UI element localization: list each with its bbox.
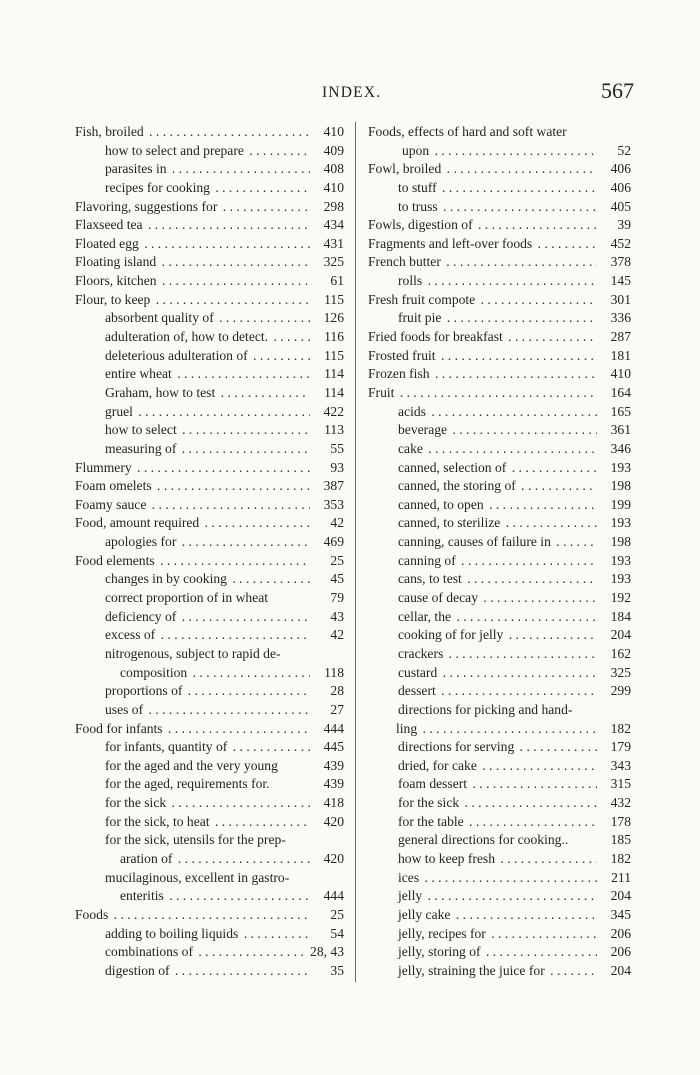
entry-text: changes in by cooking — [105, 571, 227, 587]
entry-page-ref: 445 — [321, 738, 344, 757]
entry-text: deficiency of — [105, 608, 177, 624]
entry-page-ref: 193 — [608, 514, 631, 533]
index-column-left — [75, 123, 344, 980]
entry-page-ref: 27 — [327, 701, 344, 720]
index-entry — [75, 496, 344, 515]
index-subentry — [75, 813, 344, 832]
index-subentry — [368, 943, 631, 962]
index-subentry — [368, 459, 631, 478]
entry-page-ref: 301 — [608, 291, 631, 310]
entry-page-ref: 325 — [608, 664, 631, 683]
index-subentry — [368, 198, 631, 217]
entry-text: digestion of — [105, 962, 170, 978]
index-subentry — [368, 514, 631, 533]
entry-text: Fragments and left-over foods — [368, 235, 533, 251]
entry-page-ref: 444 — [321, 720, 344, 739]
index-entry — [368, 235, 631, 254]
index-subentry — [75, 142, 344, 161]
entry-text: proportions of — [105, 683, 183, 699]
entry-text: how to select and prepare — [105, 142, 244, 158]
entry-text: jelly — [398, 888, 423, 904]
entry-text: Food, amount required — [75, 515, 200, 531]
index-subentry — [75, 682, 344, 701]
index-subentry — [368, 272, 631, 291]
entry-text: for the sick — [398, 795, 460, 811]
entry-text: apologies for — [105, 534, 177, 550]
entry-page-ref: 408 — [321, 160, 344, 179]
entry-page-ref: 432 — [608, 794, 631, 813]
index-subentry — [75, 384, 344, 403]
index-entry — [75, 253, 344, 272]
index-subentry — [75, 403, 344, 422]
entry-page-ref: 410 — [321, 123, 344, 142]
entry-page-ref: 206 — [608, 925, 631, 944]
entry-text: Flavoring, suggestions for — [75, 198, 218, 214]
index-subentry — [368, 775, 631, 794]
index-subentry — [75, 365, 344, 384]
index-subentry — [368, 142, 631, 161]
index-subentry — [75, 440, 344, 459]
entry-text: for the aged and the very young — [105, 757, 278, 773]
entry-text: canned, selection of — [398, 459, 507, 475]
entry-page-ref: 469 — [321, 533, 344, 552]
entry-page-ref: 325 — [321, 253, 344, 272]
index-subentry — [75, 701, 344, 720]
entry-text: canned, the storing of — [398, 478, 516, 494]
entry-page-ref: 378 — [608, 253, 631, 272]
entry-page-ref: 61 — [327, 272, 344, 291]
entry-page-ref: 179 — [608, 738, 631, 757]
entry-page-ref: 405 — [608, 198, 631, 217]
entry-text: Fish, broiled — [75, 124, 144, 139]
index-subentry — [75, 589, 344, 608]
entry-page-ref: 28, 43 — [307, 943, 344, 962]
index-entry — [75, 198, 344, 217]
entry-text: entire wheat — [105, 366, 172, 382]
entry-text: general directions for cooking.. — [398, 832, 569, 848]
entry-page-ref: 204 — [608, 887, 631, 906]
entry-page-ref: 410 — [608, 365, 631, 384]
index-entry — [75, 720, 344, 739]
entry-text: how to select — [105, 422, 177, 438]
index-subentry — [368, 869, 631, 888]
entry-page-ref: 420 — [321, 813, 344, 832]
entry-page-ref: 406 — [608, 160, 631, 179]
index-subentry — [75, 962, 344, 981]
index-subentry — [75, 570, 344, 589]
index-entry — [75, 552, 344, 571]
index-subentry — [368, 962, 631, 981]
index-subentry — [75, 794, 344, 813]
entry-text: uses of — [105, 701, 144, 717]
entry-text: deleterious adulteration of — [105, 347, 248, 363]
index-entry — [368, 291, 631, 310]
entry-page-ref: 198 — [608, 533, 631, 552]
index-subentry — [75, 347, 344, 366]
index-subentry — [75, 179, 344, 198]
entry-text: jelly cake — [398, 906, 451, 922]
index-subentry — [75, 608, 344, 627]
entry-page-ref: 343 — [608, 757, 631, 776]
index-entry — [368, 123, 631, 142]
index-entry — [75, 477, 344, 496]
entry-page-ref: 206 — [608, 943, 631, 962]
entry-text: fruit pie — [398, 310, 442, 326]
entry-page-ref: 199 — [608, 496, 631, 515]
entry-page-ref: 43 — [327, 608, 344, 627]
entry-page-ref: 165 — [608, 403, 631, 422]
index-column-right — [368, 123, 631, 980]
entry-page-ref: 299 — [608, 682, 631, 701]
entry-page-ref: 431 — [321, 235, 344, 254]
entry-text: French butter — [368, 254, 441, 270]
entry-page-ref: 346 — [608, 440, 631, 459]
index-subentry — [368, 906, 631, 925]
index-subentry — [368, 682, 631, 701]
entry-page-ref: 52 — [614, 142, 631, 161]
index-entry — [75, 123, 344, 142]
entry-page-ref: 353 — [321, 496, 344, 515]
entry-page-ref: 115 — [321, 291, 344, 310]
index-subentry — [75, 664, 344, 683]
entry-text: directions for serving — [398, 739, 515, 755]
entry-page-ref: 115 — [321, 347, 344, 366]
index-subentry — [75, 328, 344, 347]
entry-text: composition — [120, 664, 188, 680]
index-subentry — [368, 887, 631, 906]
index-subentry — [75, 309, 344, 328]
entry-page-ref: 181 — [608, 347, 631, 366]
entry-page-ref: 45 — [327, 570, 344, 589]
index-subentry — [368, 813, 631, 832]
entry-text: foam dessert — [398, 776, 468, 792]
entry-text: for the table — [398, 813, 464, 829]
index-subentry — [75, 160, 344, 179]
entry-page-ref: 422 — [321, 403, 344, 422]
index-subentry — [75, 775, 344, 794]
entry-text: crackers — [398, 645, 444, 661]
index-subentry — [368, 440, 631, 459]
entry-page-ref: 198 — [608, 477, 631, 496]
entry-page-ref: 387 — [321, 477, 344, 496]
entry-text: Frozen fish — [368, 366, 430, 382]
entry-text: adulteration of, how to detect. — [105, 329, 269, 345]
entry-page-ref: 315 — [608, 775, 631, 794]
entry-text: for the sick, utensils for the prep- — [105, 832, 286, 848]
index-subentry — [368, 757, 631, 776]
entry-text: Flummery — [75, 459, 132, 475]
entry-text: jelly, straining the juice for — [398, 962, 545, 978]
entry-page-ref: 39 — [614, 216, 631, 235]
index-entry — [75, 514, 344, 533]
entry-text: cake — [398, 440, 423, 456]
entry-text: for the sick, to heat — [105, 813, 210, 829]
entry-text: Floated egg — [75, 235, 139, 251]
entry-text: measuring of — [105, 440, 177, 456]
entry-text: Food elements — [75, 552, 155, 568]
entry-text: Floating island — [75, 254, 157, 270]
index-entry — [368, 347, 631, 366]
entry-page-ref: 54 — [327, 925, 344, 944]
entry-page-ref: 345 — [608, 906, 631, 925]
entry-text: for the aged, requirements for. — [105, 776, 270, 792]
entry-page-ref: 55 — [327, 440, 344, 459]
entry-page-ref: 114 — [321, 365, 344, 384]
entry-page-ref: 420 — [321, 850, 344, 869]
page-number: 567 — [601, 78, 634, 103]
entry-page-ref: 406 — [608, 179, 631, 198]
index-subentry — [368, 570, 631, 589]
index-subentry — [368, 533, 631, 552]
entry-text: beverage — [398, 422, 448, 438]
index-subentry — [368, 309, 631, 328]
entry-page-ref: 145 — [608, 272, 631, 291]
entry-page-ref: 25 — [327, 552, 344, 571]
entry-text: for infants, quantity of — [105, 739, 228, 755]
entry-text: Foods, effects of hard and soft water — [368, 124, 567, 139]
entry-page-ref: 452 — [608, 235, 631, 254]
index-subentry — [75, 533, 344, 552]
entry-page-ref: 178 — [608, 813, 631, 832]
entry-text: Foods — [75, 906, 109, 922]
index-subentry — [368, 850, 631, 869]
entry-page-ref: 439 — [321, 775, 344, 794]
entry-page-ref: 116 — [321, 328, 344, 347]
entry-page-ref: 126 — [321, 309, 344, 328]
entry-text: absorbent quality of — [105, 310, 214, 326]
running-head: INDEX. — [322, 84, 382, 101]
index-subentry — [75, 421, 344, 440]
entry-text: nitrogenous, subject to rapid de- — [105, 645, 281, 661]
entry-page-ref: 193 — [608, 459, 631, 478]
index-entry — [75, 291, 344, 310]
index-entry — [368, 160, 631, 179]
entry-text: canning, causes of failure in — [398, 534, 551, 550]
index-subentry — [368, 421, 631, 440]
entry-text: cans, to test — [398, 571, 462, 587]
index-subentry — [75, 626, 344, 645]
entry-text: mucilaginous, excellent in gastro- — [105, 869, 290, 885]
entry-text: jelly, recipes for — [398, 925, 486, 941]
index-subentry — [75, 645, 344, 664]
column-divider — [355, 122, 356, 982]
index-subentry — [368, 831, 631, 850]
entry-text: cellar, the — [398, 608, 452, 624]
entry-page-ref: 410 — [321, 179, 344, 198]
entry-text: Fowl, broiled — [368, 161, 442, 177]
entry-page-ref: 444 — [321, 887, 344, 906]
entry-text: for the sick — [105, 795, 167, 811]
entry-page-ref: 361 — [608, 421, 631, 440]
entry-page-ref: 113 — [321, 421, 344, 440]
entry-text: Foamy sauce — [75, 496, 147, 512]
entry-page-ref: 204 — [608, 626, 631, 645]
page-header — [0, 78, 700, 112]
entry-page-ref: 287 — [608, 328, 631, 347]
entry-text: to stuff — [398, 179, 437, 195]
entry-page-ref: 28 — [327, 682, 344, 701]
index-entry — [368, 365, 631, 384]
entry-page-ref: 182 — [608, 720, 631, 739]
entry-page-ref: 182 — [608, 850, 631, 869]
index-entry — [368, 253, 631, 272]
entry-text: Floors, kitchen — [75, 273, 157, 289]
entry-text: to truss — [398, 198, 438, 214]
index-subentry — [75, 738, 344, 757]
entry-page-ref: 162 — [608, 645, 631, 664]
entry-text: ices — [398, 869, 420, 885]
index-subentry — [368, 738, 631, 757]
entry-text: rolls — [398, 273, 423, 289]
index-entry — [368, 328, 631, 347]
entry-text: enteritis — [120, 888, 164, 904]
entry-text: aration of — [120, 850, 173, 866]
entry-text: directions for picking and hand- — [398, 701, 573, 717]
entry-text: correct proportion of in wheat — [105, 590, 269, 606]
entry-text: recipes for cooking — [105, 179, 210, 195]
entry-text: custard — [398, 664, 438, 680]
entry-page-ref: 211 — [608, 869, 631, 888]
entry-text: acids — [398, 403, 426, 419]
entry-text: Flour, to keep — [75, 291, 151, 307]
index-subentry — [75, 925, 344, 944]
entry-page-ref: 184 — [608, 608, 631, 627]
entry-text: parasites in — [105, 161, 167, 177]
index-entry — [75, 216, 344, 235]
index-subentry — [368, 664, 631, 683]
entry-text: upon — [402, 142, 430, 158]
entry-page-ref: 185 — [608, 831, 631, 850]
index-subentry — [368, 720, 631, 739]
entry-page-ref: 298 — [321, 198, 344, 217]
entry-text: dessert — [398, 683, 436, 699]
entry-text: Flaxseed tea — [75, 217, 143, 233]
index-entry — [75, 235, 344, 254]
entry-text: canning of — [398, 552, 456, 568]
entry-text: combinations of — [105, 944, 193, 960]
index-subentry — [368, 552, 631, 571]
index-subentry — [75, 831, 344, 850]
entry-page-ref: 409 — [321, 142, 344, 161]
index-subentry — [75, 850, 344, 869]
index-subentry — [368, 403, 631, 422]
entry-text: Graham, how to test — [105, 384, 216, 400]
index-subentry — [368, 626, 631, 645]
index-subentry — [75, 757, 344, 776]
entry-page-ref: 204 — [608, 962, 631, 981]
entry-text: Foam omelets — [75, 478, 152, 494]
entry-page-ref: 118 — [321, 664, 344, 683]
index-subentry — [368, 477, 631, 496]
index-subentry — [75, 887, 344, 906]
entry-page-ref: 79 — [327, 589, 344, 608]
entry-text: canned, to sterilize — [398, 515, 501, 531]
entry-page-ref: 192 — [608, 589, 631, 608]
entry-page-ref: 434 — [321, 216, 344, 235]
entry-text: dried, for cake — [398, 757, 477, 773]
entry-page-ref: 193 — [608, 552, 631, 571]
index-subentry — [368, 496, 631, 515]
index-subentry — [368, 794, 631, 813]
entry-text: gruel — [105, 403, 133, 419]
entry-page-ref: 93 — [327, 459, 344, 478]
entry-text: cause of decay — [398, 590, 479, 606]
entry-text: Fowls, digestion of — [368, 217, 473, 233]
entry-text: canned, to open — [398, 496, 484, 512]
index-entry — [75, 459, 344, 478]
index-subentry — [75, 869, 344, 888]
index-entry — [75, 906, 344, 925]
index-subentry — [368, 701, 631, 720]
entry-text: adding to boiling liquids — [105, 925, 239, 941]
entry-page-ref: 42 — [327, 626, 344, 645]
entry-page-ref: 418 — [321, 794, 344, 813]
index-subentry — [75, 943, 344, 962]
entry-page-ref: 35 — [327, 962, 344, 981]
index-subentry — [368, 608, 631, 627]
index-entry — [368, 216, 631, 235]
index-entry — [368, 384, 631, 403]
entry-text: jelly, storing of — [398, 944, 481, 960]
entry-text: Frosted fruit — [368, 347, 436, 363]
entry-page-ref: 164 — [608, 384, 631, 403]
entry-page-ref: 193 — [608, 570, 631, 589]
index-subentry — [368, 179, 631, 198]
entry-page-ref: 114 — [321, 384, 344, 403]
entry-text: Food for infants — [75, 720, 163, 736]
entry-text: Fried foods for breakfast — [368, 329, 503, 345]
index-subentry — [368, 645, 631, 664]
entry-page-ref: 439 — [321, 757, 344, 776]
entry-text: Fruit — [368, 384, 395, 400]
index-subentry — [368, 925, 631, 944]
entry-text: excess of — [105, 627, 156, 643]
index-entry — [75, 272, 344, 291]
entry-page-ref: 336 — [608, 309, 631, 328]
entry-text: ling — [396, 720, 418, 736]
index-subentry — [368, 589, 631, 608]
entry-page-ref: 42 — [327, 514, 344, 533]
entry-text: Fresh fruit compote — [368, 291, 476, 307]
entry-text: cooking of for jelly — [398, 627, 504, 643]
entry-page-ref: 25 — [327, 906, 344, 925]
entry-text: how to keep fresh — [398, 850, 496, 866]
